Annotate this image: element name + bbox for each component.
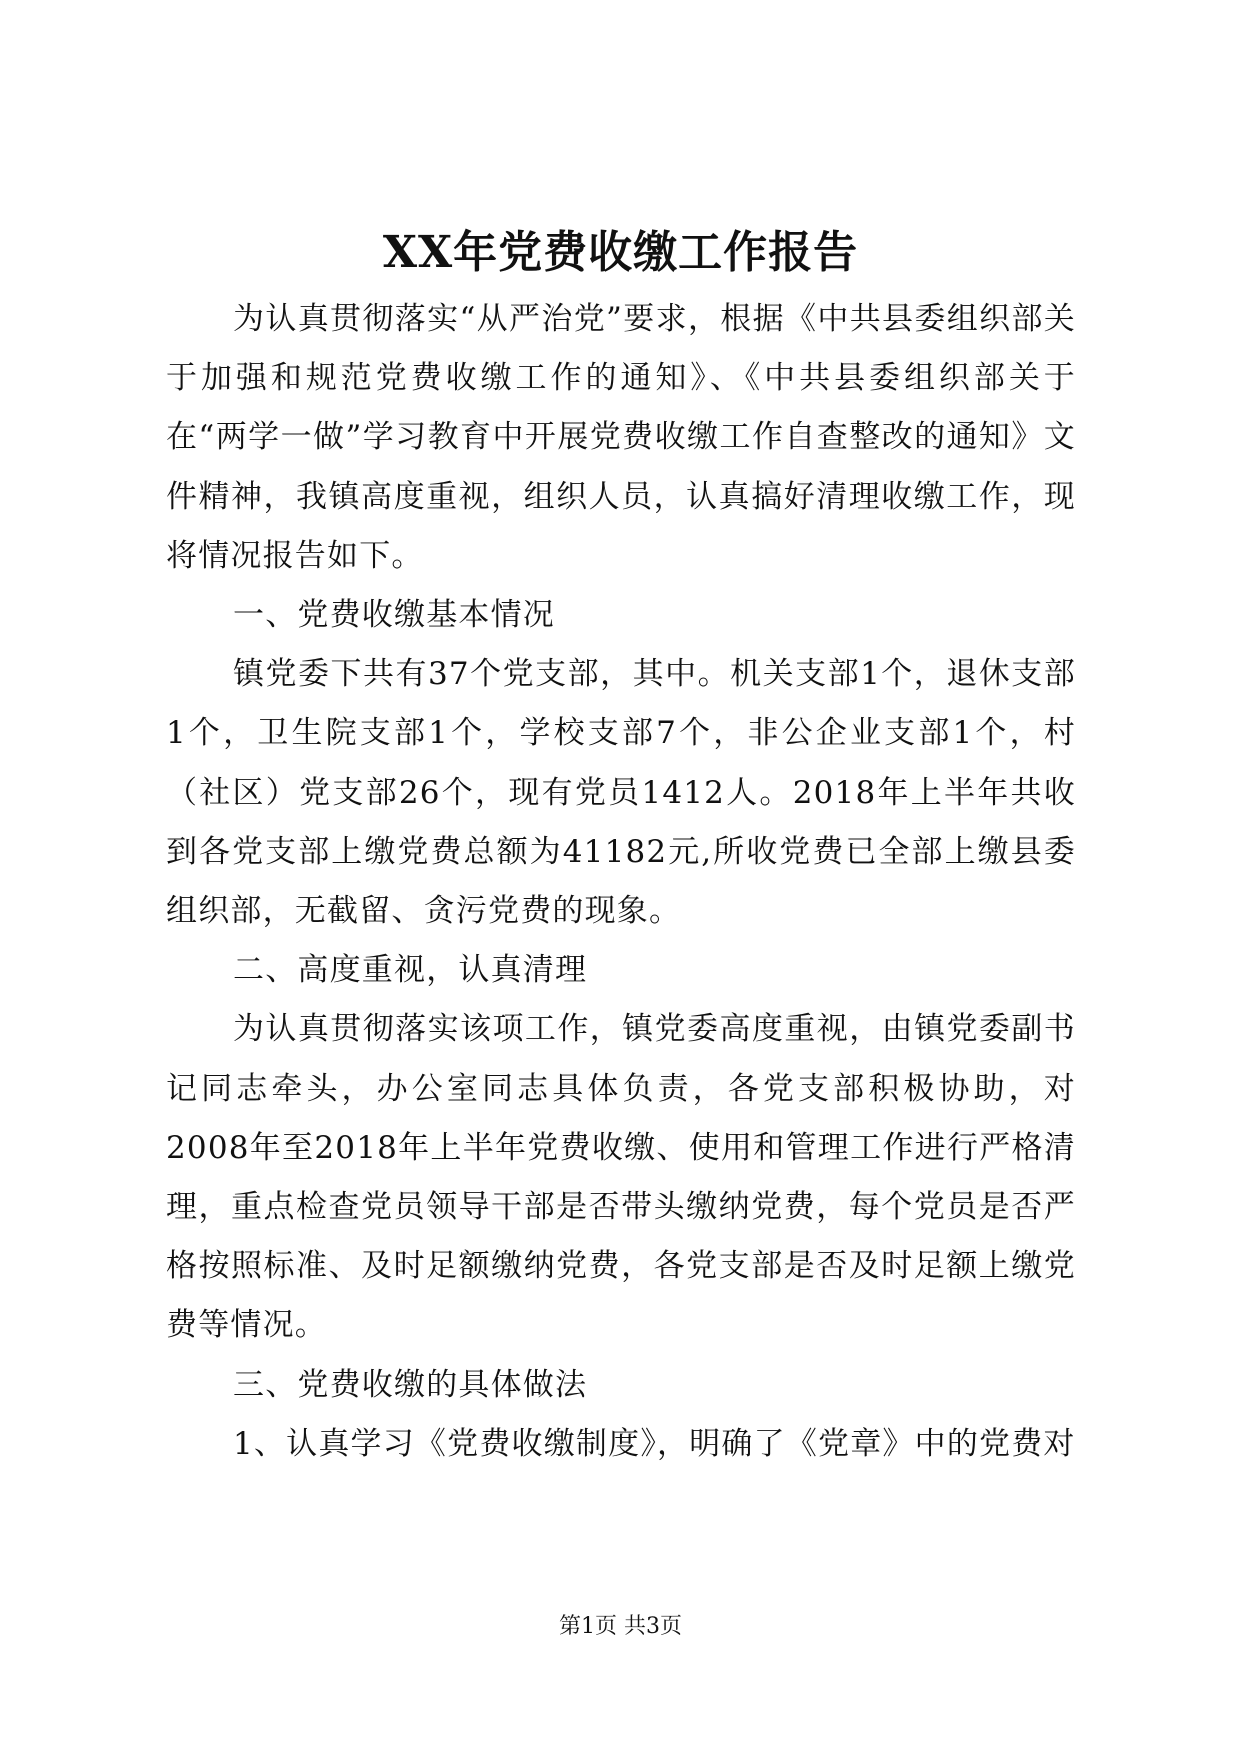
page-footer: 第1页 共3页 — [559, 1614, 682, 1639]
section-3-paragraph: 1、认真学习《党费收缴制度》，明确了《党章》中的党费对 — [233, 1425, 1076, 1462]
section-heading-2: 二、高度重视，认真清理 — [233, 952, 588, 989]
section-heading-3: 三、党费收缴的具体做法 — [233, 1366, 588, 1403]
section-2-paragraph: 为认真贯彻落实该项工作，镇党委高度重视，由镇党委副书记同志牵头，办公室同志具体负责，各党支部积极协助，对2008年至2018年上半年党费收缴、使用和管理工作进行严格清理，重点检查党员领导干部是否带头缴纳党费，每个党员是否严格按照标准、及时足额缴纳党费，各党支部是否及时足额上缴党费等情况。 — [166, 1011, 1076, 1344]
intro-paragraph: 为认真贯彻落实“从严治党”要求，根据《中共县委组织部关于加强和规范党费收缴工作的通知》、《中共县委组织部关于在“两学一做”学习教育中开展党费收缴工作自查整改的通知》文件精神，我镇高度重视，组织人员，认真搞好清理收缴工作，现将情况报告如下。 — [166, 301, 1076, 574]
section-1-paragraph: 镇党委下共有37个党支部，其中。机关支部1个，退休支部1个，卫生院支部1个，学校支部7个，非公企业支部1个，村（社区）党支部26个，现有党员1412人。2018年上半年共收到各党支部上缴党费总额为41182元,所收党费已全部上缴县委组织部，无截留、贪污党费的现象。 — [166, 656, 1076, 930]
section-heading-1: 一、党费收缴基本情况 — [233, 597, 555, 634]
document-title: XX年党费收缴工作报告 — [382, 227, 859, 278]
document-body — [166, 290, 1076, 1474]
